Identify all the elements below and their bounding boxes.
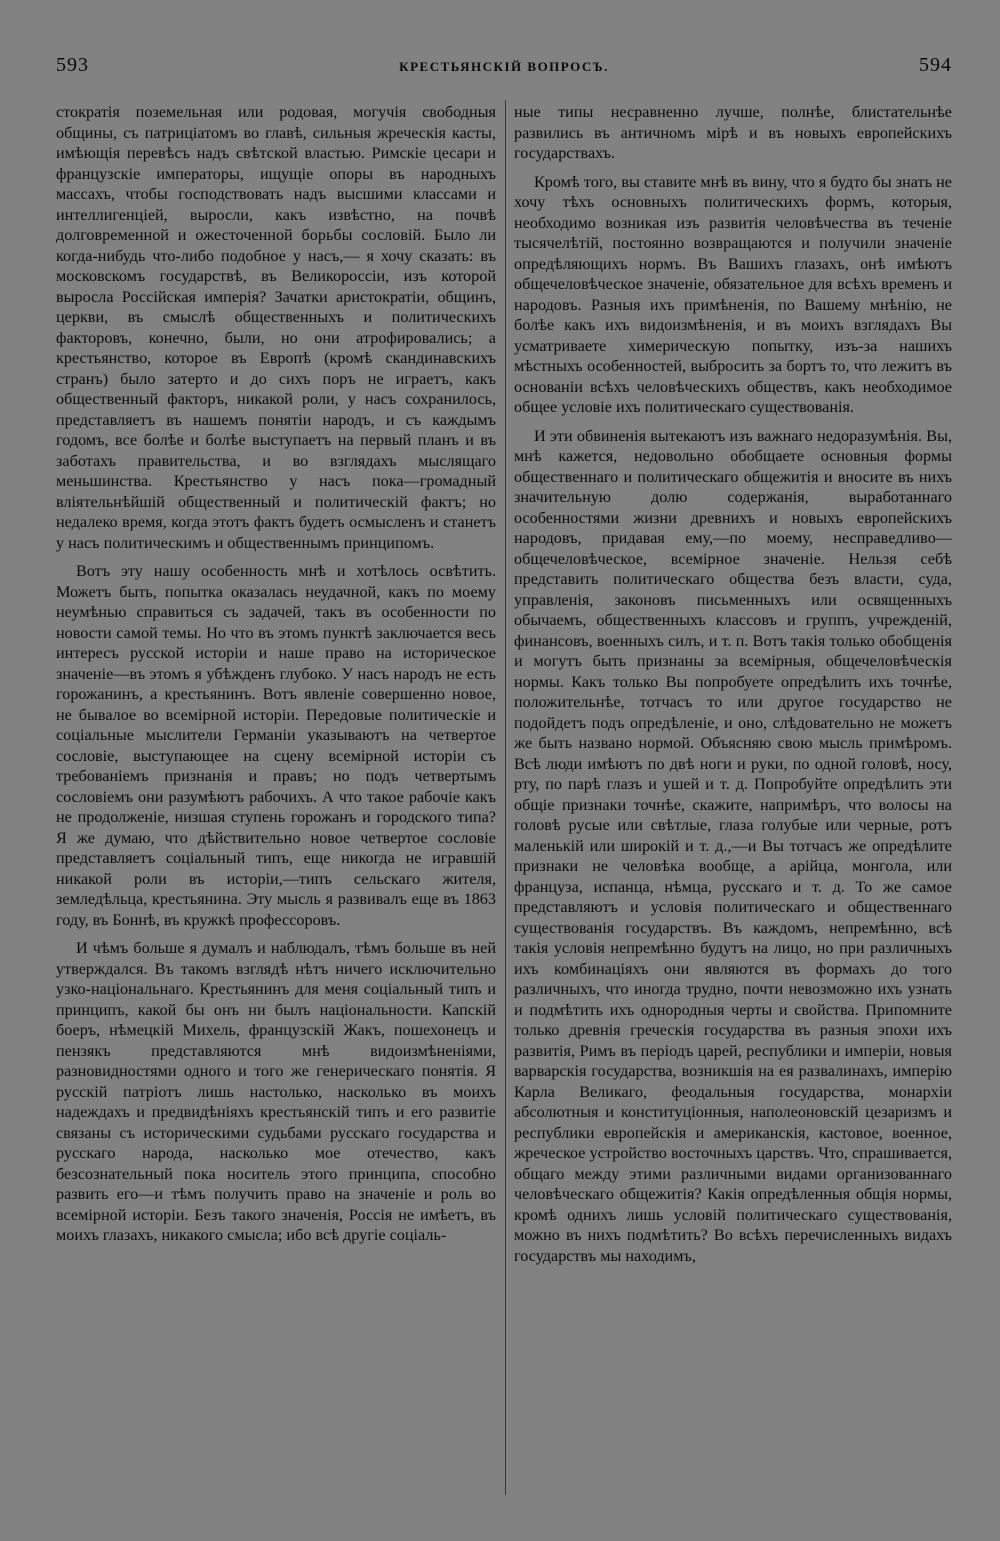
- paragraph: Вотъ эту нашу особенность мнѣ и хотѣлось освѣтить. Можетъ быть, попытка оказалась неудачной, какъ по моему неумѣнью справиться съ задачей, такъ въ особенности по новости самой темы. Но что въ этомъ пунктѣ заключается весь интересъ русской исторіи и наше право на историческое значеніе—въ этомъ я убѣжденъ глубоко. У насъ народъ не есть горожанинъ, а крестьянинъ. Вотъ явленіе совершенно новое, не бывалое во всемірной исторіи. Передовые политическіе и соціальные мыслители Германіи указываютъ на четвертое сословіе, выступающее на сцену всемірной исторіи съ требованіемъ признанія и правъ; но подъ четвертымъ сословіемъ они разумѣютъ рабочихъ. А что такое рабочіе какъ не продолженіе, низшая ступень горожанъ и городского типа? Я же думаю, что дѣйствительно новое четвертое сословіе представляетъ соціальный типъ, еще никогда не игравшій никакой роли въ исторіи,—типъ сельскаго жителя, земледѣльца, крестьянина. Эту мысль я развивалъ еще въ 1863 году, въ Боннѣ, въ кружкѣ профессоровъ.: [56, 562, 496, 929]
- paragraph: стократія поземельная или родовая, могучія свободныя общины, съ патриціатомъ во главѣ, сильныя жреческія касты, имѣющія перевѣсъ надъ свѣтской властью. Римскіе цесари и французскіе императоры, ищущіе опоры въ народныхъ массахъ, чтобы господствовать надъ высшими классами и интеллигенціей, выросли, какъ извѣстно, на почвѣ долговременной и ожесточенной борьбы сословій. Было ли когда-нибудь что-либо подобное у насъ,— я хочу сказать: въ московскомъ государствѣ, въ Великороссіи, изъ которой выросла Россійская имперія? Зачатки аристократіи, общинъ, церкви, въ смыслѣ общественныхъ и политическихъ факторовъ, конечно, были, но они атрофировались; а крестьянство, которое въ Европѣ (кромѣ скандинавскихъ странъ) было затерто и до сихъ поръ не играетъ, какъ общественный факторъ, никакой роли, у насъ сохранилось, представляетъ въ нашемъ понятіи народъ, и съ каждымъ годомъ, все болѣе и болѣе выступаетъ на первый планъ и въ заботахъ правительства, и во взглядахъ мыслящаго меньшинства. Крестьянство у насъ пока—громадный вліятельнѣйшій общественный и политическій фактъ; но недалеко время, когда этотъ фактъ будетъ осмысленъ и станетъ у насъ политическимъ и общественнымъ принципомъ.: [56, 103, 496, 552]
- paragraph: И чѣмъ больше я думалъ и наблюдалъ, тѣмъ больше въ ней утверждался. Въ такомъ взглядѣ нѣтъ ничего исключительно узко-національнаго. Крестьянинъ для меня соціальный типъ и принципъ, какой бы онъ ни былъ національности. Капскій боеръ, нѣмецкій Михель, французскій Жакъ, пошехонецъ и пензякъ представляются мнѣ видоизмѣненіями, разновидностями одного и того же генерическаго понятія. Я русскій патріотъ лишь настолько, насколько въ моихъ надеждахъ и предвидѣніяхъ крестьянскій типъ и его развитіе связаны съ историческими судьбами русскаго государства и русскаго народа, насколько мое отечество, какъ безсознательный пока носитель этого принципа, способно развить его—и тѣмъ получить право на значеніе и роль во всемірной исторіи. Безъ такого значенія, Россія не имѣетъ, въ моихъ глазахъ, никакого смысла; ибо всѣ другіе соціаль-: [56, 939, 496, 1244]
- page-number-left: 593: [56, 54, 89, 76]
- right-column: [514, 102, 952, 1266]
- running-title: КРЕСТЬЯНСКІЙ ВОПРОСЪ.: [399, 59, 609, 74]
- page-number-right: 594: [919, 54, 952, 76]
- paragraph: И эти обвиненія вытекаютъ изъ важнаго недоразумѣнія. Вы, мнѣ кажется, недовольно обобщаете основныя формы общественнаго и политическаго общежитія и вносите въ нихъ значительную долю содержанія, выработаннаго особенностями жизни древнихъ и новыхъ европейскихъ народовъ, придавая ему,—по моему, несправедливо—общечеловѣческое, всемірное значеніе. Нельзя себѣ представить политическаго общества безъ власти, суда, управленія, законовъ письменныхъ или освященныхъ обычаемъ, общественныхъ классовъ и группъ, учрежденій, финансовъ, военныхъ силъ, и т. п. Вотъ такія только обобщенія и могутъ быть признаны за всемірныя, общечеловѣческія нормы. Какъ только Вы попробуете опредѣлить ихъ точнѣе, положительнѣе, тотчасъ то или другое государство не подойдетъ подъ опредѣленіе, и оно, слѣдовательно не можетъ же быть названо нормой. Объясняю свою мысль примѣромъ. Всѣ люди имѣютъ по двѣ ноги и руки, по одной головѣ, носу, рту, по парѣ глазъ и ушей и т. д. Попробуйте опредѣлить эти общіе признаки точнѣе, скажите, напримѣръ, что волосы на головѣ русые или свѣтлые, глаза голубые или черные, ротъ маленькій или широкій и т. д.,—и Вы тотчасъ же опредѣлите признаки не человѣка вообще, а арійца, монгола, или француза, испанца, нѣмца, русскаго и т. д. То же самое представляютъ и условія политическаго и общественнаго существованія государствъ. Въ каждомъ, непремѣнно, всѣ такія условія непремѣнно будутъ на лицо, но при различныхъ ихъ комбинаціяхъ они являются въ формахъ до того различныхъ, что иногда трудно, почти невозможно ихъ узнать и подмѣтить ихъ однородныя черты и свойства. Припомните только древнія греческія государства въ разныя эпохи ихъ развитія, Римъ въ періодъ царей, республики и имперіи, новыя варварскія государства, возникшія на ея развалинахъ, имперію Карла Великаго, феодальныя государства, монархіи абсолютныя и конституціонныя, наполеоновскій цезаризмъ и республики европейскія и американскія, кастовое, военное, жреческое устройство восточныхъ царствъ. Что, спрашивается, общаго между этими различными видами организованнаго человѣческаго общежитія? Какія опредѣленныя общія нормы, кромѣ однихъ лишь условій политическаго существованія, можно въ нихъ подмѣтить? Во всѣхъ перечисленныхъ видахъ государствъ мы находимъ,: [514, 426, 952, 1265]
- page-header: [56, 54, 952, 84]
- column-divider: [505, 100, 506, 1495]
- paragraph: ные типы несравненно лучше, полнѣе, блистательнѣе развились въ античномъ мірѣ и въ новыхъ европейскихъ государствахъ.: [514, 103, 952, 162]
- left-column: [56, 102, 496, 1246]
- paragraph: Кромѣ того, вы ставите мнѣ въ вину, что я будто бы знать не хочу тѣхъ основныхъ политическихъ формъ, которыя, необходимо возникая изъ развитія человѣчества въ теченіе тысячелѣтій, постоянно возвращаются и получили значеніе опредѣляющихъ нормъ. Въ Вашихъ глазахъ, онѣ имѣютъ общечеловѣческое значеніе, обязательное для всѣхъ временъ и народовъ. Разныя ихъ примѣненія, по Вашему мнѣнію, не болѣе какъ ихъ видоизмѣненія, и въ моихъ взглядахъ Вы усматриваете химерическую попытку, изъ-за нашихъ мѣстныхъ особенностей, выбросить за бортъ то, что лежитъ въ основаніи всѣхъ человѣческихъ обществъ, какъ необходимое общее условіе ихъ политическаго существованія.: [514, 172, 952, 416]
